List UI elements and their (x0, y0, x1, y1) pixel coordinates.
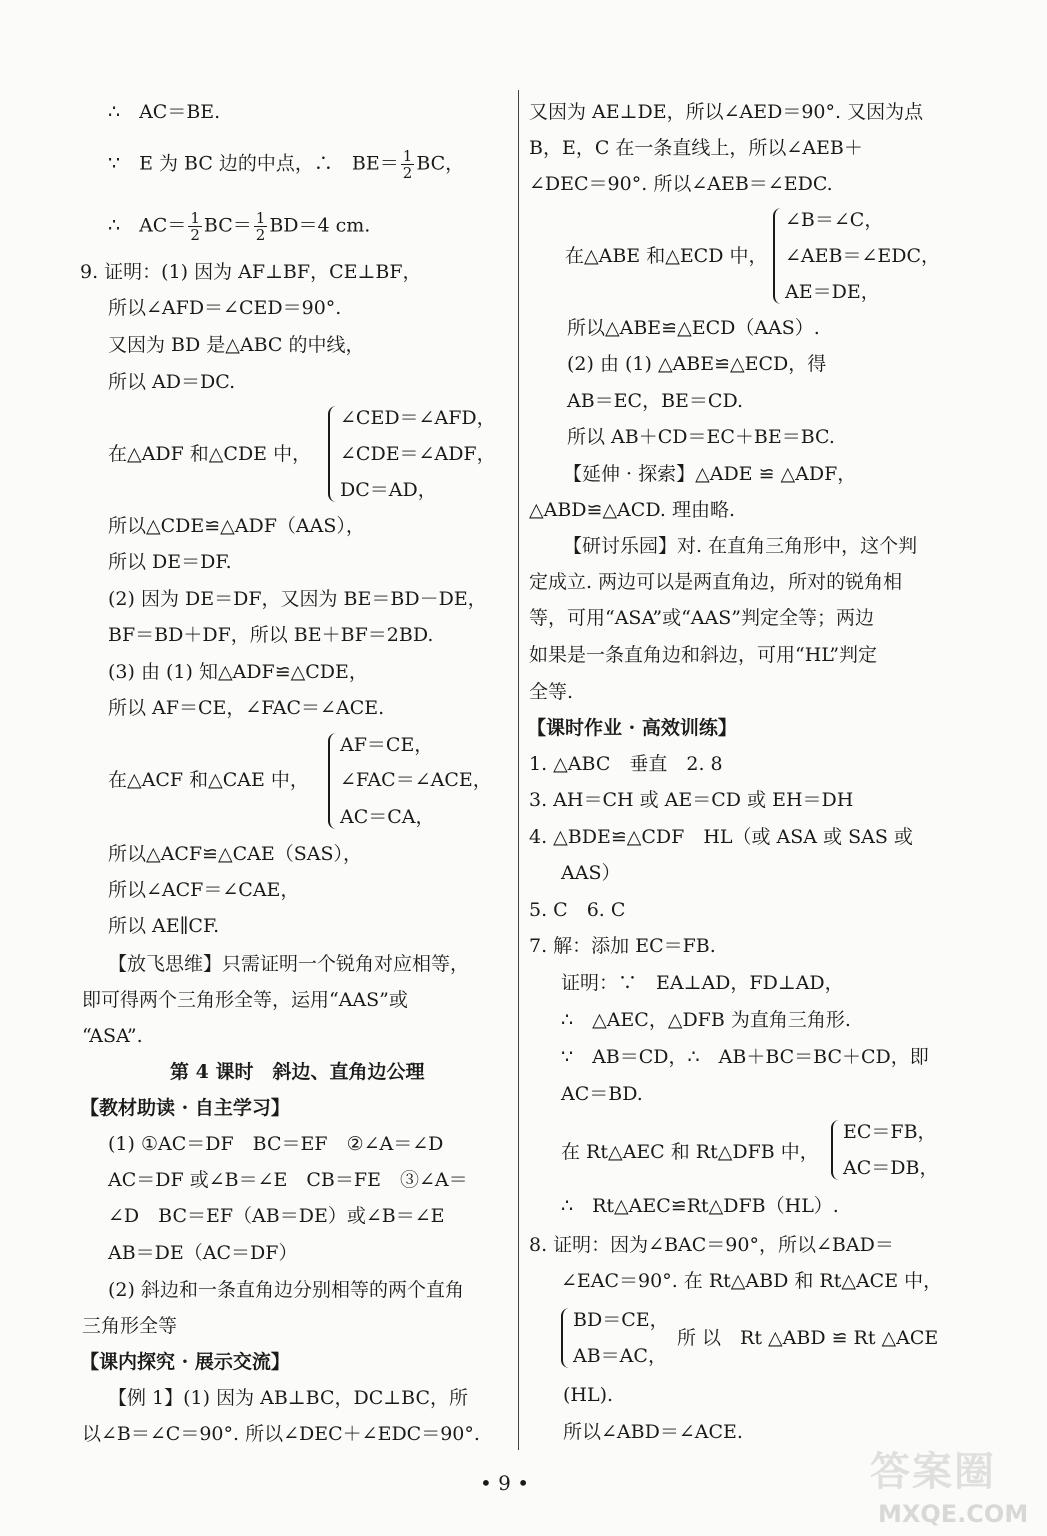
fraction: $\frac{1}{2}$ (255, 209, 266, 244)
section-text: 【延伸 · 探索】△ADE ≌ △ADF， (563, 463, 857, 485)
text-line-with-fraction: ∴ AC＝ $\frac{1}{2}$ BC＝ $\frac{1}{2}$ BD＝4 cm. (108, 209, 371, 244)
text-line: 等，可用“ASA”或“AAS”判定全等；两边 (529, 607, 874, 629)
text-line: (2) 斜边和一条直角边分别相等的两个直角 (108, 1279, 464, 1301)
brace-line: BD＝CE， (573, 1309, 669, 1331)
brace-line: AC＝DB， (843, 1157, 939, 1179)
brace-line: ∠AEB＝∠EDC， (785, 245, 941, 267)
text-line: ∠EAC＝90°. 在 Rt△ABD 和 Rt△ACE 中， (561, 1270, 943, 1292)
text-line: B，E，C 在一条直线上，所以∠AEB＋ (529, 137, 863, 159)
text-line: AB＝EC，BE＝CD. (567, 390, 744, 412)
brace-line: AE＝DE， (785, 281, 880, 303)
page-number: • 9 • (480, 1471, 530, 1495)
text-line: 所以 AB＋CD＝EC＋BE＝BC. (567, 426, 835, 448)
watermark-logo (870, 1440, 1035, 1530)
text-line: 即可得两个三角形全等，运用“AAS”或 (82, 989, 408, 1011)
text-line: ∠DEC＝90°. 所以∠AEB＝∠EDC. (529, 173, 833, 195)
text-line: AC＝BD. (561, 1083, 643, 1105)
brace (831, 1120, 843, 1180)
text-line: 所以 AE∥CF. (108, 915, 220, 937)
answer-line: 3. AH＝CH 或 AE＝CD 或 EH＝DH (529, 789, 854, 811)
text-line: AB＝DE（AC＝DF） (108, 1242, 298, 1264)
text-line: 定成立. 两边可以是两直角边，所对的锐角相 (529, 571, 903, 593)
brace-line: AB＝AC， (573, 1345, 667, 1367)
text-line: (HL). (563, 1384, 614, 1406)
section-heading: 【教材助读 · 自主学习】 (80, 1097, 290, 1119)
text-line: 三角形全等 (82, 1315, 178, 1337)
brace-line: ∠CED＝∠AFD， (340, 407, 496, 429)
brace-label: 在△ACF 和△CAE 中， (108, 769, 309, 791)
answer-line: 8. 证明：因为∠BAC＝90°，所以∠BAD＝ (529, 1234, 894, 1256)
text-line: 所以∠ACF＝∠CAE， (108, 879, 300, 901)
text-line: 又因为 BD 是△ABC 的中线， (108, 334, 365, 356)
brace-line: ∠CDE＝∠ADF， (340, 443, 496, 465)
text-line: BF＝BD＋DF，所以 BE＋BF＝2BD. (108, 624, 434, 646)
text-line: 以∠B＝∠C＝90°. 所以∠DEC＋∠EDC＝90°. (82, 1423, 480, 1445)
section-heading: 【课内探究 · 展示交流】 (80, 1351, 290, 1373)
text-line: 所以 DE＝DF. (108, 551, 232, 573)
answer-line: AAS） (561, 862, 621, 884)
brace (328, 406, 340, 502)
fraction: $\frac{1}{2}$ (190, 209, 200, 244)
answer-line: 4. △BDE≌△CDF HL（或 ASA 或 SAS 或 (529, 826, 913, 848)
brace-line: ∠B＝∠C， (785, 209, 884, 231)
text-line: 所以△ABE≌△ECD（AAS）. (567, 317, 820, 339)
brace-line: ∠FAC＝∠ACE， (340, 769, 492, 791)
watermark-url: MXQE.COM (878, 1500, 1029, 1528)
text-line: ∴ Rt△AEC≌Rt△DFB（HL）. (561, 1195, 839, 1217)
text-line: 全等. (529, 681, 574, 703)
brace-label: 在 Rt△AEC 和 Rt△DFB 中， (561, 1141, 819, 1163)
text-line: 所以 AD＝DC. (108, 371, 236, 393)
brace-line: EC＝FB， (843, 1121, 937, 1143)
text-line: ∠D BC＝EF（AB＝DE）或∠B＝∠E (108, 1205, 445, 1227)
answer-line: 7. 解：添加 EC＝FB. (529, 935, 716, 957)
text-line: 如果是一条直角边和斜边，可用“HL”判定 (529, 644, 878, 666)
text-line: ∴ △AEC，△DFB 为直角三角形. (561, 1009, 851, 1031)
text-line: (2) 由 (1) △ABE≌△ECD，得 (567, 353, 827, 375)
brace-label: 在△ABE 和△ECD 中， (565, 245, 768, 267)
question-9-line: 9. 证明：(1) 因为 AF⊥BF，CE⊥BF， (80, 261, 422, 283)
text-line: 又因为 AE⊥DE，所以∠AED＝90°. 又因为点 (529, 101, 924, 123)
text-line: (1) ①AC＝DF BC＝EF ②∠A＝∠D (108, 1133, 444, 1155)
brace (328, 733, 340, 829)
text-line-with-fraction: ∵ E 为 BC 边的中点，∴ BE＝ $\frac{1}{2}$ BC， (108, 147, 465, 182)
brace (773, 208, 785, 304)
brace-label: 所 以 Rt △ABD ≌ Rt △ACE (677, 1327, 939, 1349)
brace-line: AF＝CE， (340, 734, 434, 756)
text-line: ∴ AC＝BE. (108, 101, 221, 123)
answer-line: 5. C 6. C (529, 899, 626, 921)
brace (561, 1308, 573, 1368)
text-line: 所以△ACF≌△CAE（SAS）， (108, 843, 362, 865)
text-line: 所以∠ABD＝∠ACE. (563, 1421, 743, 1443)
brace-label: 在△ADF 和△CDE 中， (108, 443, 312, 465)
text-line: (2) 因为 DE＝DF，又因为 BE＝BD－DE， (108, 588, 487, 610)
watermark-text: 答案圈 (870, 1449, 996, 1495)
text-line: 证明：∵ EA⊥AD，FD⊥AD， (561, 972, 844, 994)
text-line: “ASA”. (82, 1025, 143, 1047)
text-line: 所以 AF＝CE，∠FAC＝∠ACE. (108, 697, 385, 719)
lesson-title: 第 4 课时 斜边、直角边公理 (170, 1061, 425, 1083)
section-heading: 【课时作业 · 高效训练】 (527, 717, 737, 739)
text-line: ∵ AB＝CD，∴ AB＋BC＝BC＋CD，即 (561, 1046, 929, 1068)
text-line: 所以△CDE≌△ADF（AAS）， (108, 515, 365, 537)
text-line: 【例 1】(1) 因为 AB⊥BC，DC⊥BC，所 (108, 1387, 469, 1409)
section-text: 【研讨乐园】对. 在直角三角形中，这个判 (563, 535, 918, 557)
brace-line: AC＝CA， (340, 806, 435, 828)
column-divider (518, 90, 519, 1450)
text-line: 所以∠AFD＝∠CED＝90°. (108, 297, 342, 319)
text-line: △ABD≌△ACD. 理由略. (529, 499, 735, 521)
answer-line: 1. △ABC 垂直 2. 8 (529, 753, 723, 775)
fraction: $\frac{1}{2}$ (402, 147, 413, 182)
section-text: 【放飞思维】只需证明一个锐角对应相等， (108, 953, 470, 975)
text-line: (3) 由 (1) 知△ADF≌△CDE， (108, 661, 368, 683)
brace-line: DC＝AD， (340, 479, 437, 501)
text-line: AC＝DF 或∠B＝∠E CB＝FE ③∠A＝ (108, 1169, 468, 1191)
